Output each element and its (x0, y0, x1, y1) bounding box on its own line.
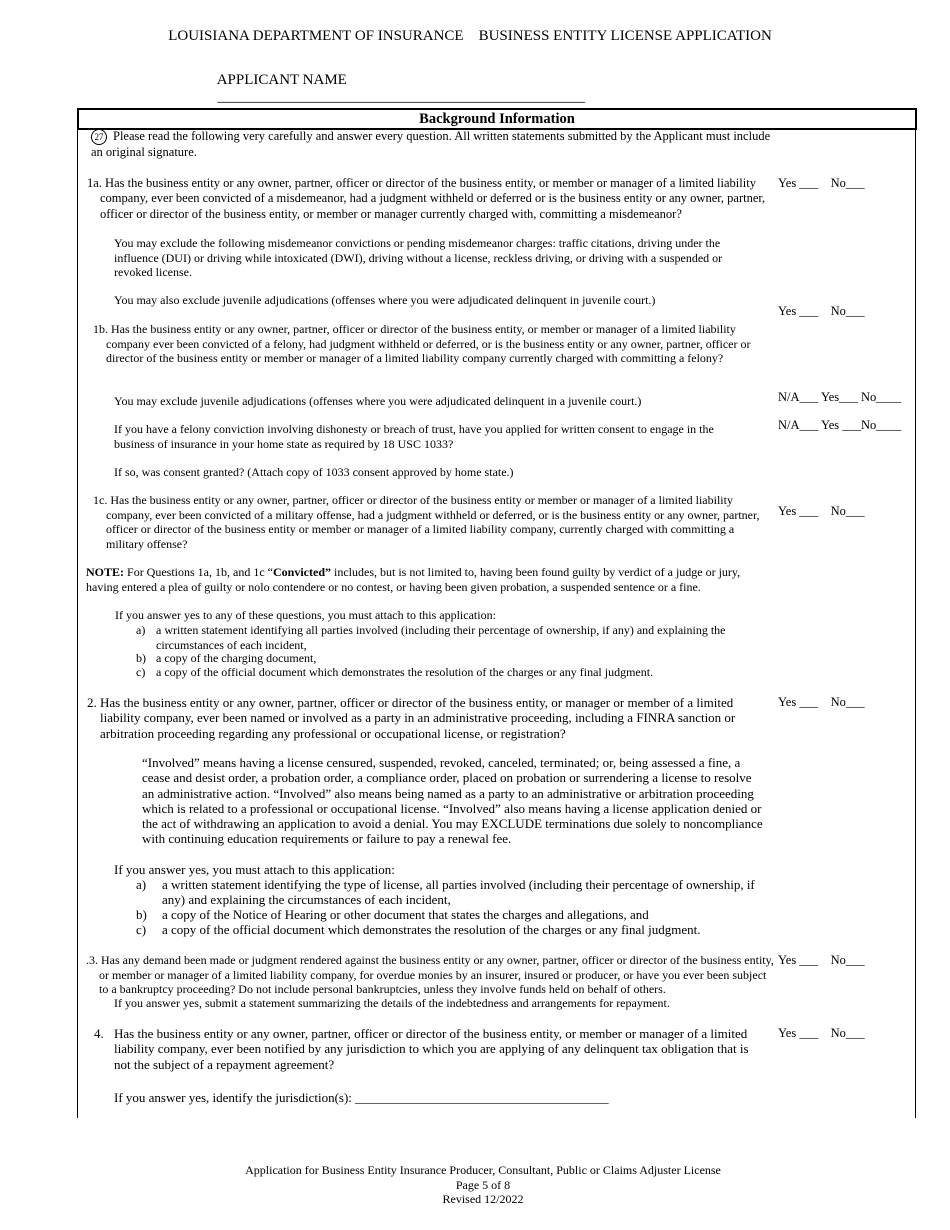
attach-item-text: a copy of the official document which demonstrates the resolution of the charges or any final judgment. (162, 922, 701, 937)
footer-revision: Revised 12/2022 (442, 1192, 524, 1207)
footer-page-number: Page 5 of 8 (455, 1177, 511, 1192)
section-intro (91, 129, 771, 160)
section-title: Background Information (419, 111, 575, 127)
attach-item-text: a written statement identifying the type of license, all parties involved (including their percentage of ownership, if any) and explaining the circumstances of each incident, (162, 877, 755, 908)
question-1b-answer[interactable]: Yes ___ No___ (778, 304, 865, 318)
attach-item-text: a copy of the official document which demonstrates the resolution of the charges or any final judgment. (156, 665, 654, 679)
attach-item-label: b) (136, 651, 146, 665)
question-2-answer[interactable]: Yes ___ No___ (778, 695, 865, 709)
question-1c-answer[interactable]: Yes ___ No___ (778, 504, 865, 518)
frame-left-border (77, 128, 78, 1118)
attach-item-label: b) (136, 907, 147, 922)
attach-item-label: c) (136, 922, 147, 937)
page-footer (0, 1163, 950, 1207)
question-4: Has the business entity or any owner, partner, officer or director of the business entity, or member or manager of a limited liability company, ever been notified by any jurisdiction to which you are applying of any delinquent tax obligation that is not the subject of a repayment agreement? (114, 1026, 749, 1072)
frame-right-border (915, 128, 916, 1118)
document-title: LOUISIANA DEPARTMENT OF INSURANCE BUSINESS ENTITY LICENSE APPLICATION (168, 28, 772, 44)
intro-text: Please read the following very carefully and answer every question. All written statements submitted by the Applicant must include an original signature. (91, 129, 771, 160)
attach-item-b (136, 651, 756, 666)
question-3-answer[interactable]: Yes ___ No___ (778, 953, 865, 967)
footer-form-title: Application for Business Entity Insurance Producer, Consultant, Public or Claims Adjuster License (245, 1163, 721, 1177)
question-2: 2. Has the business entity or any owner, partner, officer or director of the business entity, or manager or member of a limited liability company, ever been named or involved as a party in an administrative proceeding, including a FINRA sanction or arbitration proceeding regarding any professional or occupational license, or registration? (87, 695, 736, 741)
question-1a-exclusion: You may exclude the following misdemeanor convictions or pending misdemeanor charges: traffic citations, driving under the influence (DUI) or driving while intoxicated (DWI), driving without a license, reckless driving, or driving with a suspended or revoked license. (114, 236, 723, 280)
question-1a-answer[interactable]: Yes ___ No___ (778, 176, 865, 190)
attach-item-label: a) (136, 623, 146, 637)
attach-item-text: a copy of the Notice of Hearing or other document that states the charges and allegations, and (162, 907, 649, 922)
question-1c: 1c. Has the business entity or any owner, partner, officer or director of the business entity or member or manager of a limited liability company, ever been convicted of a military offense, had a judgment withheld or deferred, or is the business entity or any owner, partner, officer or director of the business entity or member or manager of a limited liability company, currently charged with committing a military offense? (93, 493, 760, 551)
applicant-name-row (210, 55, 585, 106)
q2-attach-item-b (136, 907, 761, 923)
question-3: .3. Has any demand been made or judgment rendered against the business entity or any owner, partner, officer or director of the business entity, or member or manager of a limited liability company, for overdue monies by an insurer, insured or producer, or have you ever been subject to a bankruptcy proceeding? Do not include personal bankruptcies, unless they involve funds held on behalf of others. (86, 953, 774, 997)
attach-intro: If you answer yes to any of these questions, you must attach to this application: (115, 608, 496, 622)
question-4-answer[interactable]: Yes ___ No___ (778, 1026, 865, 1040)
attach-item-a (136, 623, 756, 653)
attach-item-label: a) (136, 877, 147, 892)
involved-definition: “Involved” means having a license censured, suspended, revoked, canceled, terminated; or, being assessed a fine, a cease and desist order, a probation order, a compliance order, placed on probation or surrendering a license to resolve an administrative action. “Involved” also means being named as a party to an administrative or arbitration proceeding which is related to a professional or occupational license. “Involved” also means having a license application denied or the act of withdrawing an application to avoid a denial. You may EXCLUDE terminations due solely to noncompliance with continuing education requirements or failure to pay a renewal fee. (142, 755, 763, 847)
attach-item-c (136, 665, 756, 680)
applicant-name-field[interactable]: _________________________________________________ (217, 89, 585, 105)
question-1b-consent-granted: If so, was consent granted? (Attach copy of 1033 consent approved by home state.) (114, 465, 514, 479)
note-pre: For Questions 1a, 1b, and 1c “ (127, 565, 273, 579)
q2-attach-intro: If you answer yes, you must attach to this application: (114, 862, 395, 877)
q2-attach-item-c (136, 922, 761, 938)
question-1b-juvenile-exclusion: You may exclude juvenile adjudications (offenses where you were adjudicated delinquent in a juvenile court.) (114, 394, 642, 408)
attach-item-label: c) (136, 665, 146, 679)
question-1a-juvenile-exclusion: You may also exclude juvenile adjudications (offenses where you were adjudicated delinquent in juvenile court.) (114, 293, 656, 307)
attach-item-text: a written statement identifying all parties involved (including their percentage of ownership, if any) and explaining the circumstances of each incident, (156, 623, 726, 652)
convicted-note (86, 565, 756, 594)
question-1b-juvenile-answer[interactable]: N/A___ Yes___ No____ (778, 390, 902, 404)
question-1b-felony-consent: If you have a felony conviction involving dishonesty or breach of trust, have you applied for written consent to engage in the business of insurance in your home state as required by 18 USC 1033? (114, 422, 714, 451)
question-1b-consent-answer[interactable]: N/A___ Yes ___No____ (778, 418, 902, 432)
question-3-followup: If you answer yes, submit a statement summarizing the details of the indebtedness and arrangements for repayment. (114, 996, 670, 1010)
jurisdiction-field[interactable]: If you answer yes, identify the jurisdiction(s): _______________________________________ (114, 1090, 609, 1105)
applicant-name-label: APPLICANT NAME (216, 72, 347, 88)
question-1b: 1b. Has the business entity or any owner, partner, officer or director of the business entity, or member or manager of a limited liability company ever been convicted of a felony, had judgment withheld or deferred, or is the business entity or any owner, partner, officer or director of the business entity or member or manager of a limited liability company currently charged with committing a felony? (93, 322, 751, 366)
note-post: includes, but is not limited to, having been found guilty by verdict of a judge or jury, having entered a plea of guilty or nolo contendere or no contest, or having been given probation, a suspended sentence or a fine. (86, 565, 741, 594)
question-1a: 1a. Has the business entity or any owner, partner, officer or director of the business entity, or member or manager of a limited liability company, ever been convicted of a misdemeanor, had a judgment withheld or deferred or is the business entity or any owner, partner, officer or director of the business entity, or member or manager currently charged with, committing a misdemeanor? (87, 176, 766, 221)
note-convicted: Convicted” (273, 565, 331, 579)
question-4-number: 4. (94, 1026, 104, 1041)
q2-attach-item-a (136, 877, 761, 908)
note-label: NOTE: (86, 565, 125, 579)
attach-item-text: a copy of the charging document, (156, 651, 317, 665)
question-number-circle: 27 (91, 129, 107, 145)
